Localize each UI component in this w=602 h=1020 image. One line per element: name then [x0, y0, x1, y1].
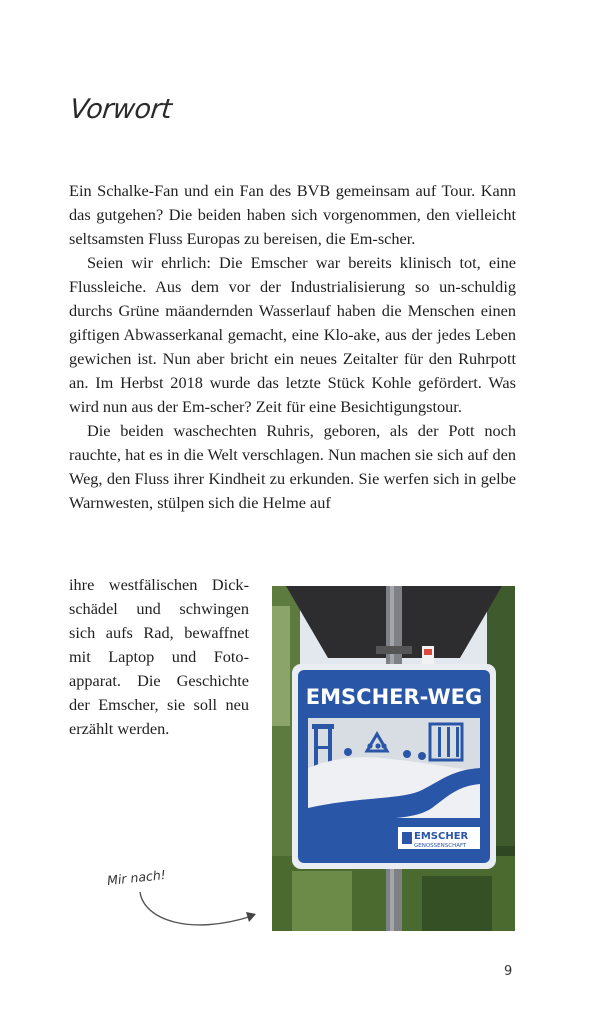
paragraph-2: Seien wir ehrlich: Die Emscher war bereits klinisch tot, eine Flussleiche. Aus dem vor der Industrialisierung so un-schuldig durchs Grüne mäandernden Wasserlauf haben die Menschen einen giftigen Abwasserkanal gemacht, eine Klo-ake, aus der jedes Leben gewichen ist. Nun aber bricht ein neues Zeitalter für den Ruhrpott an. Im Herbst 2018 wurde das letzte Stück Kohle gefördert. Was wird nun aus der Em-scher? Zeit für eine Besichtigungstour.	[69, 253, 516, 416]
sign-title: EMSCHER-WEG	[305, 685, 483, 709]
page-number: 9	[504, 964, 513, 979]
handwritten-note: Mir nach!	[106, 866, 167, 889]
paragraph-1: Ein Schalke-Fan und ein Fan des BVB gemeinsam auf Tour. Kann das gutgehen? Die beiden haben sich vorgenommen, den vielleicht seltsamsten Fluss Europas zu bereisen, die Em-scher.	[69, 181, 516, 248]
page-heading: Vorwort	[68, 94, 173, 125]
sign-logo-subtext: GENOSSENSCHAFT	[414, 843, 467, 849]
main-text	[69, 179, 516, 515]
sign-logo-text: EMSCHER	[414, 831, 469, 842]
curved-arrow-icon	[130, 880, 270, 940]
paragraph-3: Die beiden waschechten Ruhris, geboren, als der Pott noch rauchte, hat es in die Welt verschlagen. Nun machen sie sich auf den Weg, den Fluss ihrer Kindheit zu erkunden. Sie werfen sich in gelbe Warnwesten, stülpen sich die Helme auf	[69, 421, 516, 512]
emscher-weg-sign-photo	[272, 586, 515, 931]
paragraph-3-continuation: ihre westfälischen Dick-schädel und schwingen sich aufs Rad, bewaffnet mit Laptop und Foto-apparat. Die Geschichte der Emscher, sie soll neu erzählt werden.	[69, 575, 249, 738]
